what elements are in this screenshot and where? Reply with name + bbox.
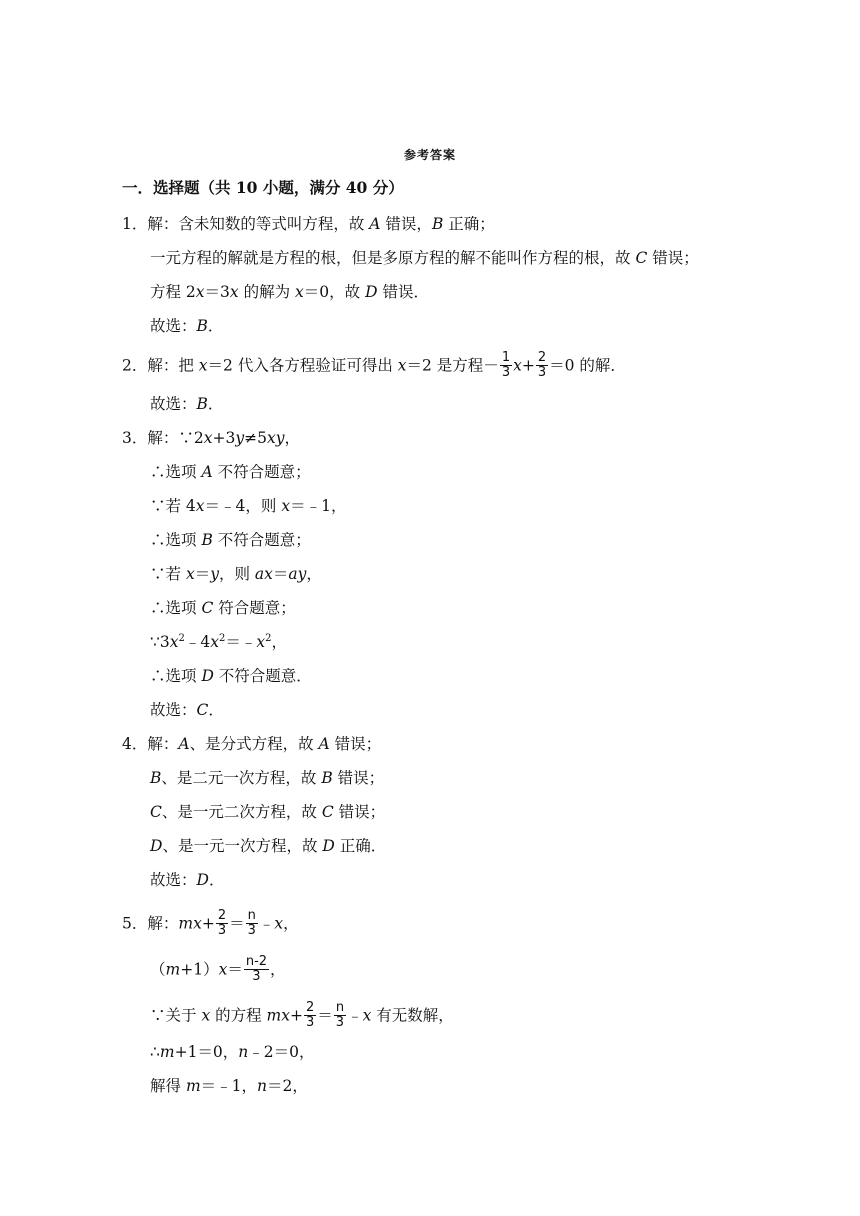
- q5-line-3: ∵关于 x 的方程 mx+ $\frac{2}{3}$ ＝ $\frac{n}{3}$ ﹣x 有无数解，: [150, 1000, 454, 1030]
- fraction-n-minus-2-thirds: $\frac{n-2}{3}$: [245, 954, 268, 984]
- fraction-one-third: $\frac{1}{3}$: [501, 350, 511, 380]
- q3-line-8: ∴选项 D 不符合题意．: [150, 667, 312, 685]
- fraction-n-thirds: $\frac{n}{3}$: [335, 1000, 345, 1030]
- q1-line-2: 一元方程的解就是方程的根，但是多原方程的解不能叫作方程的根，故 C 错误；: [150, 249, 699, 267]
- q5-line-1: 5．解：mx+ $\frac{2}{3}$ ＝ $\frac{n}{3}$ ﹣x，: [122, 908, 299, 938]
- q4-line-4: D、是一元一次方程，故 D 正确．: [150, 837, 387, 855]
- fraction-two-thirds: $\frac{2}{3}$: [537, 350, 547, 380]
- q1-line-1: 1．解：含未知数的等式叫方程，故 A 错误，B 正确；: [122, 215, 495, 233]
- q3-line-4: ∴选项 B 不符合题意；: [150, 531, 311, 549]
- q5-line-4: ∴m+1＝0，n﹣2＝0，: [150, 1043, 315, 1061]
- q3-line-5: ∵若 x＝y，则 ax＝ay，: [150, 565, 322, 583]
- q3-line-3: ∵若 4x＝﹣4，则 x＝﹣1，: [150, 497, 347, 515]
- q3-line-6: ∴选项 C 符合题意；: [150, 599, 296, 617]
- q3-line-2: ∴选项 A 不符合题意；: [150, 463, 311, 481]
- fraction-two-thirds: $\frac{2}{3}$: [217, 908, 227, 938]
- q1-line-3: 方程 2x＝3x 的解为 x＝0，故 D 错误．: [150, 283, 429, 301]
- page-title: 参考答案: [403, 148, 456, 162]
- q5-line-2: （m+1）x＝ $\frac{n-2}{3}$ ，: [150, 954, 286, 984]
- q2-answer: 故选：B．: [150, 395, 224, 413]
- q4-answer: 故选：D．: [150, 871, 225, 889]
- q1-answer: 故选：B．: [150, 317, 224, 335]
- q3-answer: 故选：C．: [150, 701, 224, 719]
- fraction-two-thirds: $\frac{2}{3}$: [306, 1000, 315, 1030]
- q3-line-1: 3．解：∵2x+3y≠5xy，: [122, 429, 300, 447]
- section-heading: 一．选择题（共 10 小题，满分 40 分）: [122, 178, 404, 197]
- q4-line-3: C、是一元二次方程，故 C 错误；: [150, 803, 386, 821]
- q4-line-1: 4．解：A、是分式方程，故 A 错误；: [122, 735, 382, 753]
- q2-line-1: 2．解：把 x＝2 代入各方程验证可得出 x＝2 是方程－ $\frac{1}{3}$ x+ $\frac{2}{3}$ ＝0 的解．: [122, 350, 626, 380]
- q3-line-7: $\because 3x^2﹣4x^2=﹣x^2$，: [150, 633, 288, 651]
- fraction-n-thirds: $\frac{n}{3}$: [247, 908, 256, 938]
- q5-line-5: 解得 m＝﹣1，n＝2，: [150, 1077, 308, 1095]
- q4-line-2: B、是二元一次方程，故 B 错误；: [150, 769, 385, 787]
